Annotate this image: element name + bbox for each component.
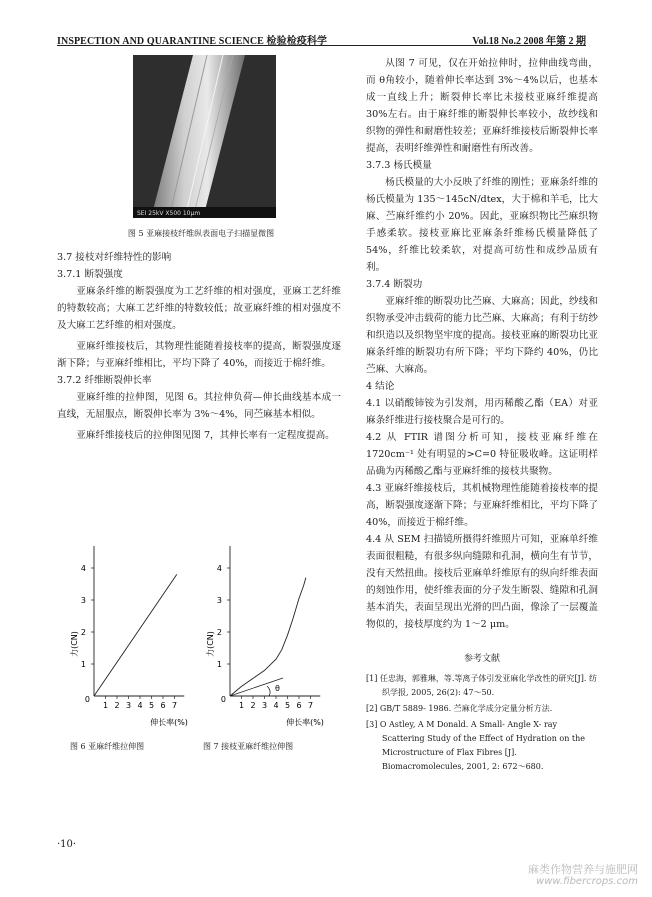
x-tick-label: 6 xyxy=(160,701,166,710)
page-number: ·10· xyxy=(57,839,77,850)
origin-label: 0 xyxy=(220,695,226,704)
conclusion-item: 4.2 从 FTIR 谱图分析可知，接枝亚麻纤维在 1720cm⁻¹ 处有明显的>C=0 特征吸收峰。这证明样品确为丙稀酸乙酯与亚麻纤维的接枝共聚物。 xyxy=(366,432,598,477)
fiber-image xyxy=(133,55,276,218)
paragraph: 亚麻纤维接枝后，其物理性能随着接枝率的提高，断裂强度逐渐下降；与亚麻纤维相比，平均下降了 40%，而接近于棉纤维。 xyxy=(57,341,341,369)
y-tick-label: 2 xyxy=(216,628,222,637)
y-tick-label: 3 xyxy=(216,596,222,605)
series-line xyxy=(94,574,177,696)
section-3-7-2-heading: 3.7.2 纤维断裂伸长率 xyxy=(57,375,152,386)
y-tick-label: 3 xyxy=(80,596,86,605)
journal-title: INSPECTION AND QUARANTINE SCIENCE 检验检疫科学 xyxy=(57,36,328,47)
watermark-text: 麻类作物营养与施肥网 xyxy=(528,863,638,876)
y-tick-label: 4 xyxy=(80,564,86,573)
section-3-7-1-heading: 3.7.1 断裂强度 xyxy=(57,269,123,280)
section-4-heading: 4 结论 xyxy=(366,381,395,392)
paragraph: 亚麻纤维的断裂功比苎麻、大麻高；因此，纱线和织物承受冲击载荷的能力比苎麻、大麻高；有利于纺纱和织造以及织物坚牢度的提高。接枝亚麻的断裂功比亚麻条纤维的断裂功有所下降；平均下降约 40%，仍比苎麻、大麻高。 xyxy=(366,296,598,375)
figure-6-caption: 图 6 亚麻纤维拉伸图 xyxy=(70,742,145,751)
conclusion-item: 4.4 从 SEM 扫描镜所摄得纤维照片可知，亚麻单纤维表面很粗糙，有很多纵向缝隙和孔洞，横向生有节节，没有天然扭曲。接枝后亚麻单纤维原有的纵向纤维表面的刻蚀作用，使纤维表面的分子发生断裂、缝隙和孔洞基本消失，表面呈现出光滑的凹凸面，像涂了一层覆盖物似的，接枝厚度约为 1～2 μm。 xyxy=(366,534,598,630)
y-axis-label: 力(CN) xyxy=(206,631,215,657)
reference-item: [3] O Astley, A M Donald. A Small- Angle X- ray Scattering Study of the Effect of Hydration on the Microstructure of Flax Fibres [J]. Biomacromolecules, 2001, 2: 672～680. xyxy=(366,720,586,771)
figure-6-chart xyxy=(57,540,207,732)
y-axis-label: 力(CN) xyxy=(70,631,79,657)
x-tick-label: 2 xyxy=(250,701,256,710)
x-tick-label: 1 xyxy=(238,701,245,710)
left-column xyxy=(57,249,341,444)
x-tick-label: 3 xyxy=(261,701,268,710)
references-title: 参考文献 xyxy=(463,654,500,664)
x-axis-label: 伸长率(%) xyxy=(286,718,324,727)
series-line xyxy=(230,578,306,696)
paragraph: 杨氏模量的大小反映了纤维的刚性；亚麻条纤维的杨氏模量为 135～145cN/dtex，大于棉和羊毛，比大麻、苎麻纤维约小 20%。因此，亚麻织物比苎麻织物手感柔软。接枝亚麻比亚麻条纤维杨氏模量降低了 54%，纤维比较柔软，对提高可纺性和成纱品质有利。 xyxy=(366,177,598,273)
x-tick-label: 7 xyxy=(171,701,178,710)
issue-info: Vol.18 No.2 2008 年第 2 期 xyxy=(472,36,586,47)
x-tick-label: 1 xyxy=(102,701,109,710)
micrograph-label: SEI 25kV X500 10μm xyxy=(137,210,201,217)
section-3-7-4-heading: 3.7.4 断裂功 xyxy=(366,279,423,290)
section-3-7-3-heading: 3.7.3 杨氏模量 xyxy=(366,160,432,171)
x-tick-label: 4 xyxy=(137,701,143,710)
x-tick-label: 4 xyxy=(273,701,279,710)
section-3-7-heading: 3.7 接枝对纤维特性的影响 xyxy=(57,252,172,263)
y-tick-label: 1 xyxy=(216,660,222,669)
chart-7-plot xyxy=(217,546,320,710)
x-tick-label: 5 xyxy=(284,701,291,710)
chart-6-plot xyxy=(81,546,184,710)
reference-item: [1] 任忠海，郭雅琳，等.等离子体引发亚麻化学改性的研究[J]. 纺织学报, 2005, 26(2): 47～50. xyxy=(366,674,597,697)
right-column xyxy=(366,55,598,633)
figure-7-caption: 图 7 接枝亚麻纤维拉伸图 xyxy=(203,742,294,751)
x-tick-label: 2 xyxy=(114,701,120,710)
watermark-url: www.fibercrops.com xyxy=(536,876,638,887)
paragraph: 亚麻条纤维的断裂强度为工艺纤维的相对强度，亚麻工艺纤维的特数较高；大麻工艺纤维的特数较低；故亚麻纤维的相对强度不及大麻工艺纤维的相对强度。 xyxy=(57,286,341,331)
paragraph: 亚麻纤维接枝后的拉伸图见图 7，其伸长率有一定程度提高。 xyxy=(76,430,335,441)
paragraph: 亚麻纤维的拉伸图，见图 6。其拉伸负荷—伸长曲线基本成一直线，无屈服点，断裂伸长率为 3%～4%，同苎麻基本相似。 xyxy=(57,392,341,420)
y-tick-label: 4 xyxy=(216,564,222,573)
conclusion-item: 4.1 以硝酸铈铵为引发剂，用丙稀酸乙酯（EA）对亚麻条纤维进行接枝聚合是可行的。 xyxy=(366,398,598,426)
header-rule xyxy=(57,45,586,46)
y-tick-label: 2 xyxy=(80,628,86,637)
conclusion-item: 4.3 亚麻纤维接枝后，其机械物理性能随着接枝率的提高，断裂强度逐渐下降；与亚麻纤维相比，平均下降了 40%，而接近于棉纤维。 xyxy=(366,483,598,528)
figure-5-caption: 图 5 亚麻接枝纤维纵表面电子扫描显微图 xyxy=(127,229,275,238)
reference-item: [2] GB/T 5889- 1986. 苎麻化学成分定量分析方法. xyxy=(366,704,553,713)
figure-7-chart xyxy=(193,540,343,732)
y-tick-label: 1 xyxy=(80,660,86,669)
x-tick-label: 5 xyxy=(148,701,155,710)
origin-label: 0 xyxy=(84,695,90,704)
paragraph: 从图 7 可见，仅在开始拉伸时，拉伸曲线弯曲，而 θ角较小，随着伸长率达到 3%～4%以后，也基本成一直线上升；断裂伸长率比未接枝亚麻纤维提高 30%左右。由于麻纤维的断裂伸长率较小，故纱线和织物的弹性和耐磨性较差；亚麻纤维接枝后断裂伸长率提高，表明纤维弹性和耐磨性有所改善。 xyxy=(366,58,598,154)
sem-micrograph xyxy=(133,55,276,218)
references xyxy=(366,652,598,776)
x-axis-label: 伸长率(%) xyxy=(150,718,188,727)
theta-label: θ xyxy=(275,684,280,693)
x-tick-label: 3 xyxy=(125,701,132,710)
angle-arc xyxy=(267,686,270,696)
x-tick-label: 7 xyxy=(307,701,314,710)
x-tick-label: 6 xyxy=(296,701,302,710)
